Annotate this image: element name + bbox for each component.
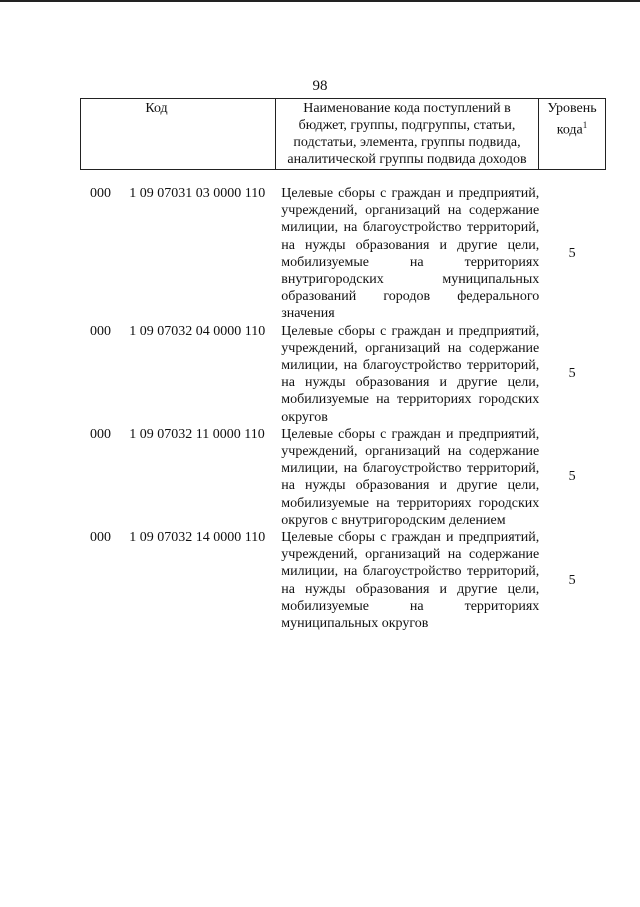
code-level: 5	[568, 245, 576, 261]
income-name: Целевые сборы с граждан и предприятий, учреждений, организаций на содержание милиции, на благоустройство территорий, на нужды образования и другие цели, мобилизуемые на территориях городских округов с внутригородским делением	[281, 426, 540, 528]
column-header-name: Наименование кода поступлений в бюджет, группы, подгруппы, статьи, подстатьи, элемента, группы подвида, аналитической группы подвида доходов	[276, 99, 539, 170]
income-code-rows	[80, 185, 605, 632]
code-level: 5	[568, 469, 576, 485]
top-border-line	[0, 0, 640, 2]
admin-code: 000	[90, 426, 111, 442]
income-name: Целевые сборы с граждан и предприятий, учреждений, организаций на содержание милиции, на благоустройство территорий, на нужды образования и другие цели, мобилизуемые на территориях муниципальных округов	[281, 530, 540, 632]
code-level: 5	[568, 366, 576, 382]
income-code: 1 09 07032 11 0000 110	[129, 426, 265, 442]
income-code: 1 09 07032 04 0000 110	[129, 323, 266, 339]
income-name: Целевые сборы с граждан и предприятий, учреждений, организаций на содержание милиции, на благоустройство территорий, на нужды образования и другие цели, мобилизуемые на территориях внутригородских муниципальных образований городов федерального значения	[281, 186, 540, 322]
income-code: 1 09 07032 14 0000 110	[129, 530, 266, 546]
column-header-code: Код	[81, 99, 276, 170]
income-code: 1 09 07031 03 0000 110	[129, 186, 266, 201]
income-name: Целевые сборы с граждан и предприятий, учреждений, организаций на содержание милиции, на благоустройство территорий, на нужды образования и другие цели, мобилизуемые на территориях городских округов	[281, 323, 540, 425]
footnote-marker: 1	[582, 120, 588, 130]
table-row	[80, 323, 605, 426]
table-row	[80, 185, 605, 323]
admin-code: 000	[90, 323, 111, 339]
admin-code: 000	[90, 186, 111, 201]
column-header-level	[539, 99, 606, 170]
table-row	[80, 426, 605, 529]
column-header-level-label: Уровень кода	[547, 101, 597, 138]
table-header	[80, 98, 606, 170]
table-row	[80, 529, 605, 632]
page-number: 98	[312, 78, 328, 94]
admin-code: 000	[90, 530, 111, 546]
code-level: 5	[568, 572, 576, 588]
